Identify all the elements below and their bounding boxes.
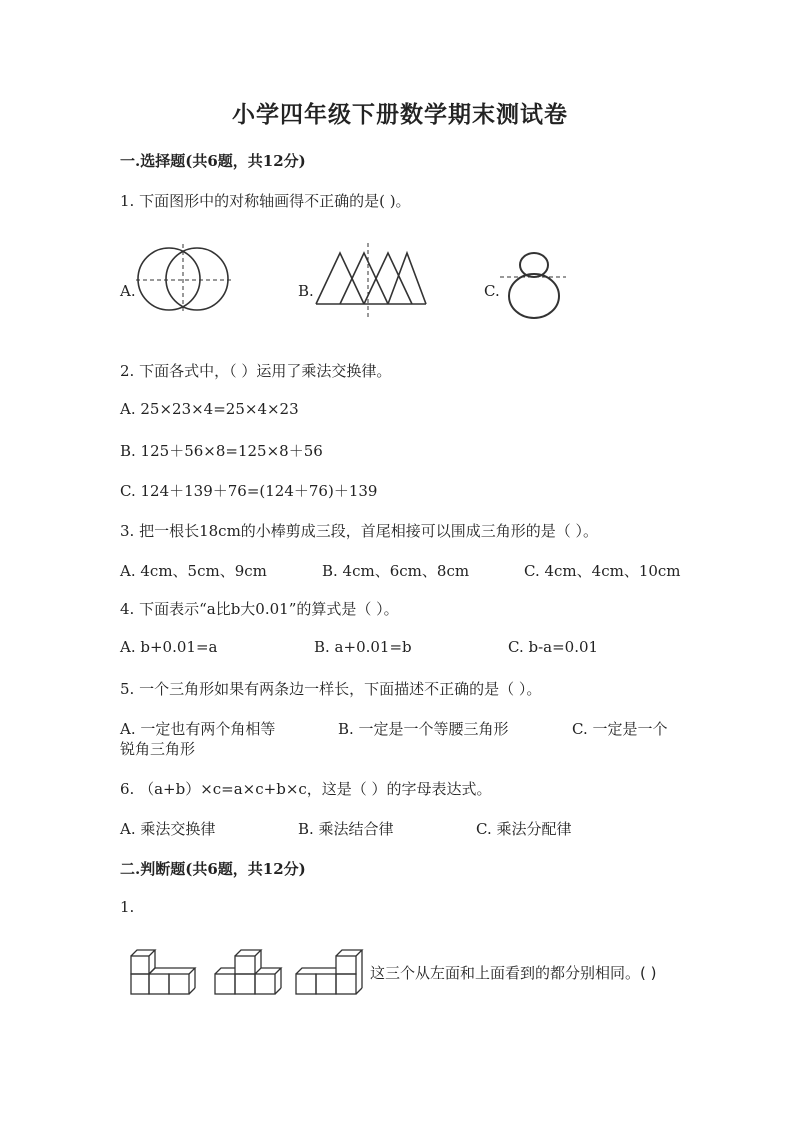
q4-option-c: C. b-a=0.01 — [508, 638, 599, 656]
section-heading-judgment: 二.判断题(共6题，共12分) — [120, 860, 306, 878]
q1-figure-c-figure-eight — [500, 250, 570, 320]
q5-option-a: A. 一定也有两个角相等 — [120, 720, 276, 738]
question-4-text: 4. 下面表示“a比b大0.01”的算式是（ ）。 — [120, 600, 399, 618]
q6-option-b: B. 乘法结合律 — [298, 820, 394, 838]
q2-option-a: A. 25×23×4=25×4×23 — [120, 400, 299, 418]
question-1-text: 1. 下面图形中的对称轴画得不正确的是( )。 — [120, 192, 411, 210]
q4-option-a: A. b+0.01=a — [120, 638, 218, 656]
section-heading-choice: 一.选择题(共6题，共12分) — [120, 152, 306, 170]
judgment-q1-cube-stacks — [128, 946, 373, 998]
q3-option-b: B. 4cm、6cm、8cm — [322, 562, 470, 580]
q1-option-c-label: C. — [484, 282, 500, 300]
judgment-q1-statement: 这三个从左面和上面看到的都分别相同。( ) — [370, 964, 657, 982]
q5-option-c-line2: 锐角三角形 — [120, 740, 196, 758]
q1-option-b-label: B. — [298, 282, 314, 300]
q3-option-a: A. 4cm、5cm、9cm — [120, 562, 267, 580]
question-3-text: 3. 把一根长18cm的小棒剪成三段，首尾相接可以围成三角形的是（ ）。 — [120, 522, 599, 540]
question-6-text: 6. （a+b）×c=a×c+b×c，这是（ ）的字母表达式。 — [120, 780, 492, 798]
q2-option-c: C. 124＋139＋76=(124＋76)＋139 — [120, 482, 378, 500]
q1-figure-a-intersecting-circles — [136, 244, 236, 314]
judgment-question-1-number: 1. — [120, 898, 135, 916]
question-5-text: 5. 一个三角形如果有两条边一样长，下面描述不正确的是（ ）。 — [120, 680, 542, 698]
q1-figure-b-triangles — [314, 243, 434, 319]
page-title: 小学四年级下册数学期末测试卷 — [232, 101, 568, 128]
q2-option-b: B. 125＋56×8=125×8＋56 — [120, 442, 323, 460]
q4-option-b: B. a+0.01=b — [314, 638, 412, 656]
question-2-text: 2. 下面各式中，（ ）运用了乘法交换律。 — [120, 362, 392, 380]
q5-option-c-line1: C. 一定是一个 — [572, 720, 668, 738]
q3-option-c: C. 4cm、4cm、10cm — [524, 562, 681, 580]
q6-option-a: A. 乘法交换律 — [120, 820, 216, 838]
q5-option-b: B. 一定是一个等腰三角形 — [338, 720, 509, 738]
q6-option-c: C. 乘法分配律 — [476, 820, 572, 838]
q1-option-a-label: A. — [120, 282, 136, 300]
